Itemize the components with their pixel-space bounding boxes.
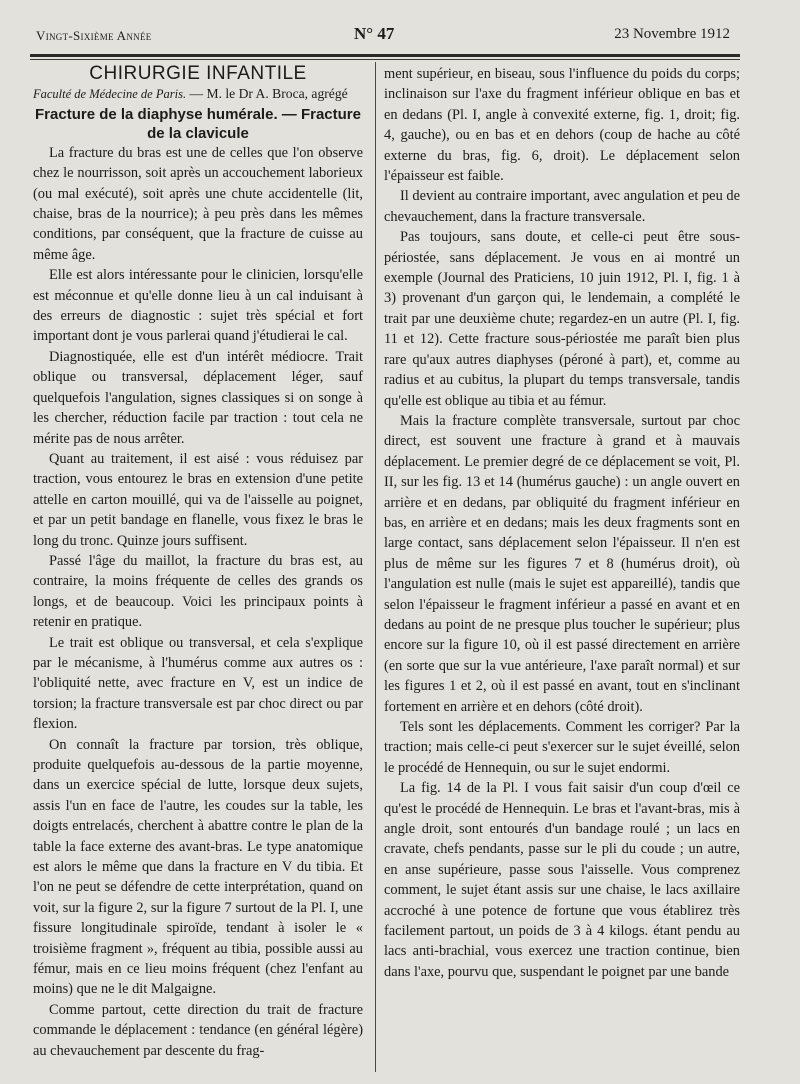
paragraph: Quant au traitement, il est aisé : vous réduisez par traction, vous entourez le bras en extension d'une petite attelle en carton mouillé, qui va de l'aisselle au poignet, et par un petit bandage en flanelle, vous fixez le bras le long du tronc. Quinze jours suffisent. bbox=[33, 450, 363, 549]
paragraph-continued: ment supérieur, en biseau, sous l'influence du poids du corps; inclinaison sur l'axe du fragment inférieur oblique en bas et en dedans (Pl. I, angle à convexité externe, fig. 1, droit; fig. 4, gauche), ou en bas et en dehors (coup de hache au côté externe du bras, fig. 6, droit). Le déplacement selon l'épaisseur est faible. bbox=[384, 66, 740, 185]
paragraph: On connaît la fracture par torsion, très oblique, produite quelquefois au-dessous de la partie moyenne, dans un exercice spécial de lutte, lorsque deux sujets, assis l'un en face de l'autre, les coudes sur la table, les doigts entrelacés, cherchent à abattre contre le plan de la table la face externe des avant-bras. Le type anatomique est alors le même que dans la fracture en V du tibia. Et l'on ne peut se défendre de cette interprétation, quand on voit, sur la figure 2, sur la figure 7 surtout de la Pl. I, une fissure longitudinale spiroïde, tendant à isoler le « troisième fragment », fréquent au tibia, possible aussi au fémur, mais en ce lieu moins fréquent (chez l'enfant au moins) que ne le dit Malgaigne. bbox=[33, 736, 363, 998]
paragraph: Comme partout, cette direction du trait de fracture commande le déplacement : tendance (en général légère) au chevauchement par descente du frag- bbox=[33, 1001, 363, 1059]
article-subtitle: Fracture de la diaphyse humérale. — Fracture de la clavicule bbox=[35, 105, 361, 142]
left-column bbox=[33, 64, 363, 1061]
paragraph: Il devient au contraire important, avec angulation et peu de chevauchement, dans la fracture transversale. bbox=[384, 188, 740, 225]
paragraph: Le trait est oblique ou transversal, et cela s'explique par le mécanisme, à l'humérus comme aux autres os : l'obliquité nette, avec fracture en V, est un indice de torsion; la fracture transversale est par choc direct ou par flexion. bbox=[33, 634, 363, 733]
header-rule-thick bbox=[30, 54, 740, 57]
paragraph: Pas toujours, sans doute, et celle-ci peut être sous-périostée, sans déplacement. Je vous en ai montré un exemple (Journal des Praticiens, 10 juin 1912, Pl. I, fig. 1 à 3) provenant d'un garçon qui, le lendemain, a complété le trait par une deuxième chute; regardez-en un autre (Pl. I, fig. 11 et 12). Cette fracture sous-périostée me paraît bien plus rare qu'aux autres diaphyses (péroné à part), et, comme au radius et au cubitus, la plupart du temps transversale, tandis qu'elle est oblique au tibia et au fémur. bbox=[384, 229, 740, 409]
right-column bbox=[384, 64, 740, 982]
header-rule-thin bbox=[30, 59, 740, 60]
byline-institution: Faculté de Médecine de Paris. bbox=[33, 87, 187, 102]
byline-author: — M. le Dr A. Broca, agrégé bbox=[189, 86, 348, 102]
paragraph: Mais la fracture complète transversale, surtout par choc direct, est souvent une fracture à grand et à mauvais déplacement. Le premier degré de ce déplacement se voit, Pl. II, sur les fig. 13 et 14 (humérus gauche) : un angle ouvert en arrière et en dedans, par obliquité du fragment inférieur en bas, en arrière et en dedans; mais les deux fragments sont en large contact, sans déplacement selon l'épaisseur. Il n'en est plus de même sur les figures 7 et 8 (humérus droit), où l'angulation est nulle (mais le sujet est appareillé), tandis que selon l'épaisseur le fragment inférieur a passé en avant et en dedans au point de ne presque plus toucher le supérieur; plus encore sur la figure 10, où il est passé directement en arrière (en sorte que sur la vue antérieure, l'axe paraît normal) et sur les figures 1 et 2, où il est passé en avant, tout en s'inclinant fortement en arrière et en dehors (côté droit). bbox=[384, 412, 740, 715]
header-year: Vingt-Sixième Année bbox=[36, 28, 152, 43]
paragraph: Tels sont les déplacements. Comment les corriger? Par la traction; mais celle-ci peut s'exercer sur le sujet éveillé, selon le procédé de Hennequin, ou sur le sujet endormi. bbox=[384, 719, 740, 776]
byline bbox=[33, 84, 363, 104]
paragraph: Elle est alors intéressante pour le clinicien, lorsqu'elle est méconnue et qu'elle donne lieu à un cal induisant à des erreurs de diagnostic : sujet très spécial et fort important dont je vous parlerai quand j'étudierai le cal. bbox=[33, 267, 363, 345]
page-header bbox=[36, 22, 730, 52]
column-divider bbox=[375, 62, 376, 1072]
header-date: 23 Novembre 1912 bbox=[614, 26, 730, 42]
paragraph: Passé l'âge du maillot, la fracture du bras est, au contraire, la moins fréquente de celles des grands os longs, et de beaucoup. Voici les principaux points à retenir en pratique. bbox=[33, 552, 363, 631]
paragraph: La fracture du bras est une de celles que l'on observe chez le nourrisson, soit après un accouchement laborieux (ou mal exécuté), soit après une chute accidentelle (lit, chaise, bras de la nourrice); à peu près dans les mêmes conditions, par conséquent, que la fracture de cuisse au même âge. bbox=[33, 144, 363, 263]
section-title: CHIRURGIE INFANTILE bbox=[89, 63, 307, 84]
header-issue-number: N° 47 bbox=[354, 24, 395, 43]
paragraph: Diagnostiquée, elle est d'un intérêt médiocre. Trait oblique ou transversal, déplacement léger, sauf quelquefois l'angulation, signes classiques si on songe à les chercher, réduction facile par traction : tout cela ne mérite pas de nous arrêter. bbox=[33, 348, 363, 447]
paragraph: La fig. 14 de la Pl. I vous fait saisir d'un coup d'œil ce qu'est le procédé de Hennequin. Le bras et l'avant-bras, mis à angle droit, sont entourés d'un bandage roulé ; un lacs en cravate, chefs pendants, passe sur le pli du coude ; un autre, en anse supérieure, passe sous l'aisselle. Vous comprenez comment, le sujet étant assis sur une chaise, le lacs axillaire accroché à une potence de fortune que vous établirez très facilement partout, un poids de 3 à 4 kilogs. étant pendu au lacs anti-brachial, vous exercez une traction continue, bien dans l'axe, pourvu que, suspendant le poignet par une bande bbox=[384, 780, 740, 980]
